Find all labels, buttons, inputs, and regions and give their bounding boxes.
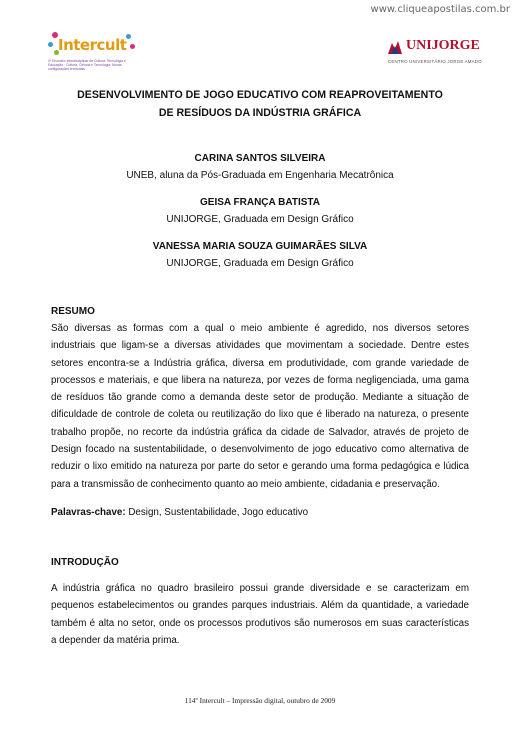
intercult-wordmark: Intercult [58, 36, 127, 54]
introducao-paragraph: A indústria gráfica no quadro brasileiro possui grande diversidade e se caracterizam em pequenos estabelecimentos ou grandes parques industriais. Além da quantidade, a variedade também é alta no setor, onde os processos produtivos são numerosos em suas características a depender da matéria prima. [51, 583, 469, 646]
resumo-heading: RESUMO [51, 306, 95, 317]
author-affiliation: UNIJORGE, Graduada em Design Gráfico [166, 214, 354, 225]
introducao-heading: INTRODUÇÃO [51, 557, 119, 568]
intercult-logo [46, 30, 138, 76]
keywords-label: Palavras-chave: [51, 507, 126, 518]
author-affiliation: UNIJORGE, Graduada em Design Gráfico [166, 258, 354, 269]
author-block [40, 150, 480, 184]
intercult-subtitle: 4º Encontro Interdisciplinar de Cultura, Tecnologia e Educação · Cultura, Ciência e Tecnologia: Novas configurações territoriais [48, 59, 126, 71]
author-affiliation: UNEB, aluna da Pós-Graduada em Engenharia Mecatrônica [126, 170, 394, 181]
paper-title [40, 86, 480, 122]
title-line-2: DE RESÍDUOS DA INDÚSTRIA GRÁFICA [158, 107, 362, 119]
keywords-values: Design, Sustentabilidade, Jogo educativo [128, 507, 309, 518]
unijorge-emblem-icon [386, 40, 404, 56]
resumo-paragraph: São diversas as formas com a qual o meio ambiente é agredido, nos diversos setores industriais que ligam-se a diversas atividades que movimentam a sociedade. Dentre estes setores encontra-se a Indústria gráfica, diversa em produtividade, com grande variedade de processos e materiais, e que libera na natureza, por vezes de forma negligenciada, uma gama de resíduos tão grande como a demanda deste setor de produção. Mediante a situação de dificuldade de controle de coleta ou reutilização do lixo que é liberado na natureza, o presente trabalho propõe, no recorte da indústria gráfica da cidade de Salvador, através de projeto de Design focado na sustentabilidade, o desenvolvimento de jogo educativo como alternativa de reduzir o lixo emitido na natureza por parte do setor e gerando uma forma pedagógica e lúdica para a transmissão de conhecimento quanto ao meio ambiente, cidadania e preservação. [51, 323, 469, 490]
title-line-1: DESENVOLVIMENTO DE JOGO EDUCATIVO COM REAPROVEITAMENTO [77, 89, 443, 101]
author-name: GEISA FRANÇA BATISTA [200, 197, 320, 208]
watermark-text: www.cliqueapostilas.com.br [370, 4, 510, 15]
author-block [40, 194, 480, 228]
author-name: VANESSA MARIA SOUZA GUIMARÃES SILVA [152, 241, 368, 252]
author-block [40, 238, 480, 272]
unijorge-logo [384, 38, 480, 72]
keywords-line [51, 507, 308, 518]
author-name: CARINA SANTOS SILVEIRA [194, 153, 326, 164]
unijorge-subtitle: CENTRO UNIVERSITÁRIO JORGE AMADO [388, 59, 482, 64]
page-footer: 114º Intercult – Impressão digital, outubro de 2009 [184, 696, 336, 705]
unijorge-wordmark: UNIJORGE [406, 38, 480, 53]
